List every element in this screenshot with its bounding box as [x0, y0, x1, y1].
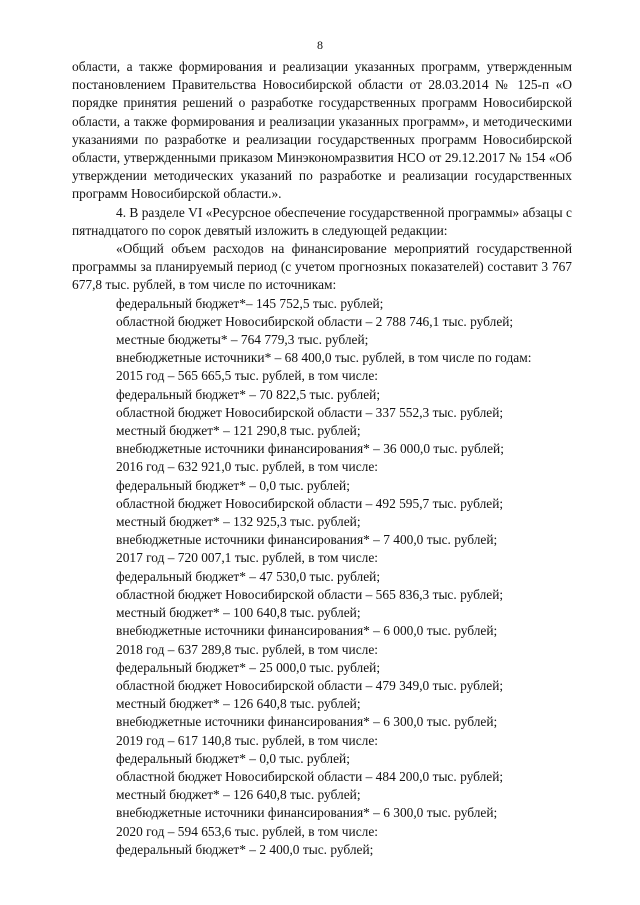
funding-line: областной бюджет Новосибирской области – 479 349,0 тыс. рублей;	[116, 677, 504, 693]
funding-line: 2017 год – 720 007,1 тыс. рублей, в том числе:	[116, 550, 378, 566]
funding-line: областной бюджет Новосибирской области – 2 788 746,1 тыс. рублей;	[116, 313, 514, 329]
funding-line: внебюджетные источники* – 68 400,0 тыс. рублей, в том числе по годам:	[116, 350, 532, 366]
funding-line: федеральный бюджет* – 47 530,0 тыс. рублей;	[116, 568, 381, 584]
funding-line: федеральный бюджет* – 2 400,0 тыс. рублей;	[116, 841, 374, 857]
funding-line: местный бюджет* – 132 925,3 тыс. рублей;	[116, 514, 361, 530]
funding-line: федеральный бюджет* – 70 822,5 тыс. рублей;	[116, 386, 381, 402]
funding-line: 2020 год – 594 653,6 тыс. рублей, в том числе:	[116, 823, 378, 839]
funding-line: федеральный бюджет*– 145 752,5 тыс. рублей;	[116, 295, 384, 311]
funding-line: федеральный бюджет* – 0,0 тыс. рублей;	[116, 477, 350, 493]
funding-line: внебюджетные источники финансирования* – 7 400,0 тыс. рублей;	[116, 532, 498, 548]
funding-line: 2018 год – 637 289,8 тыс. рублей, в том числе:	[116, 641, 378, 657]
funding-line: внебюджетные источники финансирования* – 6 000,0 тыс. рублей;	[116, 623, 498, 639]
page-number: 8	[317, 38, 323, 52]
funding-breakdown-list	[72, 295, 572, 859]
funding-line: местный бюджет* – 126 640,8 тыс. рублей;	[116, 787, 361, 803]
funding-line: областной бюджет Новосибирской области – 337 552,3 тыс. рублей;	[116, 404, 504, 420]
funding-line: местный бюджет* – 100 640,8 тыс. рублей;	[116, 605, 361, 621]
paragraph-continuation: области, а также формирования и реализации указанных программ, утвержденным постановлением Правительства Новосибирской области от 28.03.2014 № 125-п «О порядке принятия решений о разработке государственных программ Новосибирской области, а также формирования и реализации указанных программ», и методическими указаниями по разработке и реализации государственных программ Новосибирской области, утвержденными приказом Минэкономразвития НСО от 29.12.2017 № 154 «Об утверждении методических указаний по разработке и реализации государственных программ Новосибирской области.».	[72, 59, 572, 202]
funding-line: 2016 год – 632 921,0 тыс. рублей, в том числе:	[116, 459, 378, 475]
funding-line: федеральный бюджет* – 0,0 тыс. рублей;	[116, 750, 350, 766]
funding-line: федеральный бюджет* – 25 000,0 тыс. рублей;	[116, 659, 381, 675]
funding-line: внебюджетные источники финансирования* – 36 000,0 тыс. рублей;	[116, 441, 504, 457]
funding-line: областной бюджет Новосибирской области – 565 836,3 тыс. рублей;	[116, 586, 504, 602]
funding-line: областной бюджет Новосибирской области – 492 595,7 тыс. рублей;	[116, 495, 504, 511]
funding-line: областной бюджет Новосибирской области – 484 200,0 тыс. рублей;	[116, 768, 504, 784]
paragraph-section-4: 4. В разделе VI «Ресурсное обеспечение государственной программы» абзацы с пятнадцатого по сорок девятый изложить в следующей редакции:	[72, 204, 572, 238]
funding-line: местные бюджеты* – 764 779,3 тыс. рублей;	[116, 332, 369, 348]
funding-line: 2015 год – 565 665,5 тыс. рублей, в том числе:	[116, 368, 378, 384]
document-body	[72, 58, 572, 859]
funding-line: внебюджетные источники финансирования* – 6 300,0 тыс. рублей;	[116, 714, 498, 730]
funding-line: местный бюджет* – 126 640,8 тыс. рублей;	[116, 696, 361, 712]
funding-line: 2019 год – 617 140,8 тыс. рублей, в том числе:	[116, 732, 378, 748]
funding-line: внебюджетные источники финансирования* – 6 300,0 тыс. рублей;	[116, 805, 498, 821]
paragraph-total-funding: «Общий объем расходов на финансирование мероприятий государственной программы за планируемый период (с учетом прогнозных показателей) составит 3 767 677,8 тыс. рублей, в том числе по источникам:	[72, 241, 572, 293]
funding-line: местный бюджет* – 121 290,8 тыс. рублей;	[116, 423, 361, 439]
